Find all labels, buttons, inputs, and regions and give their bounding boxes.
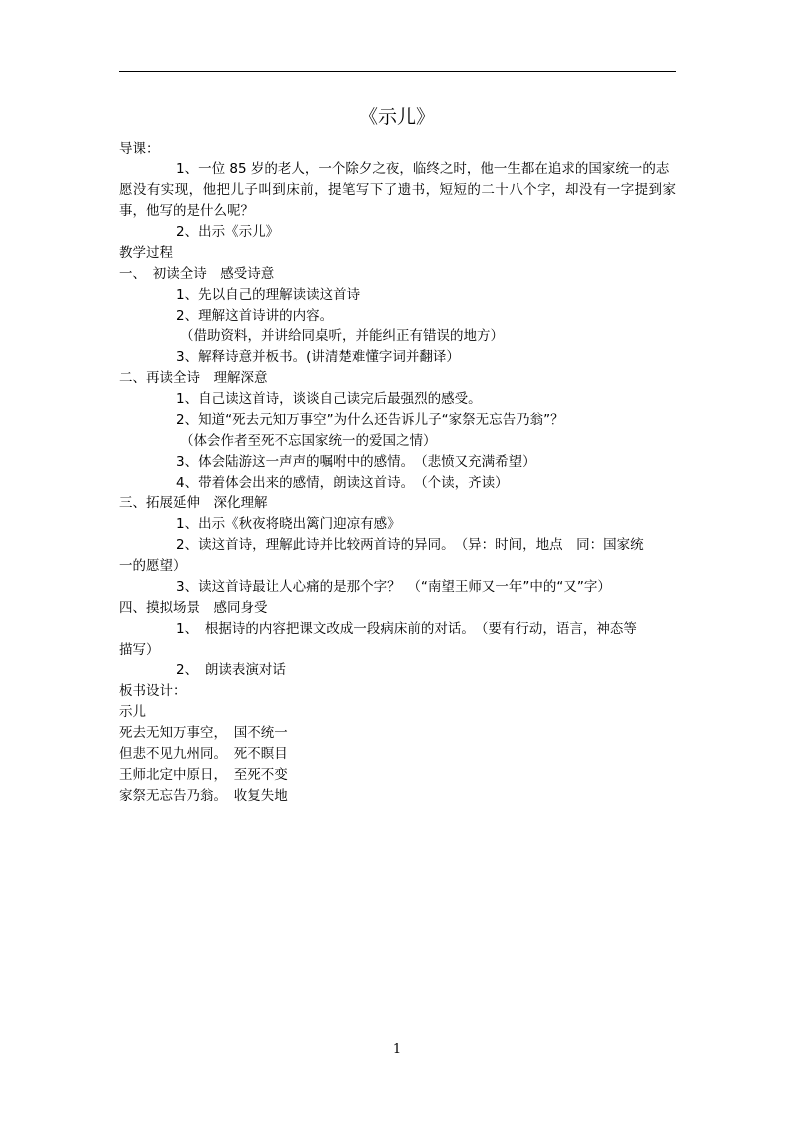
board-poem-line: 家祭无忘告乃翁。 收复失地: [119, 788, 288, 804]
section-heading-process: 教学过程: [119, 245, 173, 261]
header-rule: [119, 71, 676, 72]
list-item: 2、理解这首诗讲的内容。: [176, 308, 334, 324]
section-heading-2: 二、再读全诗 理解深意: [119, 370, 268, 386]
paragraph-line: 愿没有实现，他把儿子叫到床前，提笔写下了遗书，短短的二十八个字，却没有一字提到家: [119, 182, 676, 198]
list-item: 4、带着体会出来的感情，朗读这首诗。 （个读，齐读）: [176, 475, 509, 491]
page-title: 《示儿》: [358, 106, 435, 128]
list-item: 3、体会陆游这一声声的嘱咐中的感情。 （悲愤又充满希望）: [176, 454, 536, 470]
list-item: 3、解释诗意并板书。(讲清楚难懂字词并翻译）: [176, 349, 460, 365]
board-poem-line: 王师北定中原日， 至死不变: [119, 767, 288, 783]
list-item: 1、 根据诗的内容把课文改成一段病床前的对话。 （要有行动，语言，神态等: [176, 621, 637, 637]
paragraph-line: 事，他写的是什么呢？: [119, 203, 254, 219]
page-number: 1: [392, 1042, 402, 1057]
board-poem-line: 死去无知万事空， 国不统一: [119, 725, 288, 741]
board-design-heading: 板书设计：: [119, 683, 187, 699]
list-item: 2、读这首诗，理解此诗并比较两首诗的异同。 （异：时间，地点 同：国家统: [176, 537, 644, 553]
section-heading-3: 三、拓展延伸 深化理解: [119, 495, 268, 511]
list-item-continuation: 一的愿望）: [119, 558, 187, 574]
board-poem-title: 示儿: [119, 704, 146, 720]
list-item: 2、 朗读表演对话: [176, 662, 286, 678]
section-heading-1: 一、 初读全诗 感受诗意: [119, 266, 275, 282]
list-item-continuation: 描写）: [119, 642, 160, 658]
list-item: 1、出示《秋夜将晓出篱门迎凉有感》: [176, 516, 401, 532]
list-item-note: （体会作者至死不忘国家统一的爱国之情）: [180, 433, 437, 449]
paragraph-line: 1、一位 85 岁的老人，一个除夕之夜，临终之时，他一生都在追求的国家统一的志: [176, 161, 670, 177]
list-item: 2、出示《示儿》: [176, 224, 280, 240]
list-item: 1、自己读这首诗，谈谈自己读完后最强烈的感受。: [176, 391, 482, 407]
list-item: 2、知道“死去元知万事空”为什么还告诉儿子“家祭无忘告乃翁”？: [176, 412, 564, 428]
board-poem-line: 但悲不见九州同。 死不瞑目: [119, 746, 288, 762]
section-heading-4: 四、摸拟场景 感同身受: [119, 600, 268, 616]
list-item-note: （借助资料，并讲给同桌听，并能纠正有错误的地方）: [180, 328, 504, 344]
list-item: 3、读这首诗最让人心痛的是那个字？ （“南望王师又一年”中的“又”字）: [176, 579, 611, 595]
list-item: 1、先以自己的理解读读这首诗: [176, 287, 361, 303]
section-heading-intro: 导课：: [119, 141, 160, 157]
